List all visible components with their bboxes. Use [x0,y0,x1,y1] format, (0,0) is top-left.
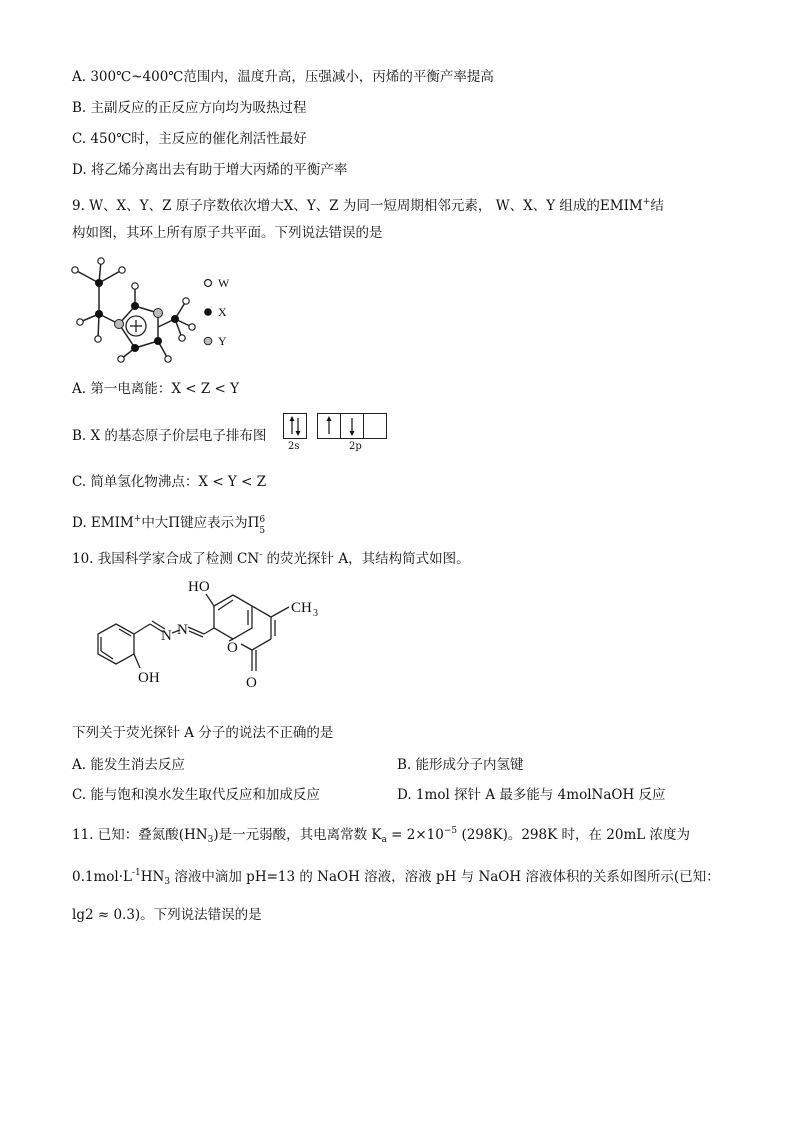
q9-option-a: A. 第一电离能：X < Z < Y [72,381,240,397]
probe-a-structure [70,572,360,712]
label-ho: HO [188,579,210,595]
q10-question: 下列关于荧光探针 A 分子的说法不正确的是 [72,725,334,741]
label-n2: N [177,622,188,638]
q10-option-a: A. 能发生消去反应 [72,757,185,773]
q8-option-a: A. 300℃~400℃范围内，温度升高，压强减小，丙烯的平衡产率提高 [72,69,494,85]
label-ch3 [291,600,318,619]
label-n1: N [161,628,172,644]
q9-stem-line2: 构如图，其环上所有原子共平面。下列说法错误的是 [72,225,383,241]
orbital-diagram [283,413,403,453]
q10-option-b: B. 能形成分子内氢键 [397,757,524,773]
emim-structure-diagram [68,255,248,370]
q10-option-c: C. 能与饱和溴水发生取代反应和加成反应 [72,787,320,803]
q8-option-c: C. 450℃时，主反应的催化剂活性最好 [72,131,307,147]
q10-stem: 10. 我国科学家合成了检测 CN- 的荧光探针 A，其结构简式如图。 [72,550,470,567]
svg-text:3: 3 [313,608,318,619]
q9-stem-line1: 9. W、X、Y、Z 原子序数依次增大X、Y、Z 为同一短周期相邻元素， W、X、Y 组成的EMIM+结 [72,197,664,214]
legend-w: W [218,276,230,290]
orbital-2p [317,413,387,439]
q8-option-d: D. 将乙烯分离出去有助于增大丙烯的平衡产率 [72,162,348,178]
legend-x: X [218,305,227,319]
q11-line3: lg2 ≈ 0.3)。下列说法错误的是 [72,907,262,923]
label-oh: OH [138,670,160,686]
q11-line1: 11. 已知：叠氮酸$(HN_3)$是一元弱酸，其电离常数 $K_a = 2\times 10^{-5}$ (298K)。298K 时，在 20mL 浓度为 [72,826,691,845]
orbital-2p-label: 2p [349,441,362,452]
orbital-2s [283,413,307,439]
q11-line2: $0.1mol\cdot L^{-1}HN_3$ 溶液中滴加 pH=13 的 NaOH 溶液，溶液 pH 与 NaOH 溶液体积的关系如图所示(已知： [72,868,720,887]
q9-option-b: B. X 的基态原子价层电子排布图 [72,428,267,444]
label-o-ring: O [227,640,238,656]
q9-option-d: D. EMIM+中大Π键应表示为Π 6 5 [72,514,266,536]
legend-y: Y [218,334,227,348]
svg-text:CH: CH [291,600,312,616]
q10-option-d: D. 1mol 探针 A 最多能与 4molNaOH 反应 [397,787,666,803]
q9-option-c: C. 简单氢化物沸点：X < Y < Z [72,474,267,490]
orbital-2s-label: 2s [288,441,300,452]
label-o-carbonyl: O [246,675,257,691]
q8-option-b: B. 主副反应的正反应方向均为吸热过程 [72,100,307,116]
